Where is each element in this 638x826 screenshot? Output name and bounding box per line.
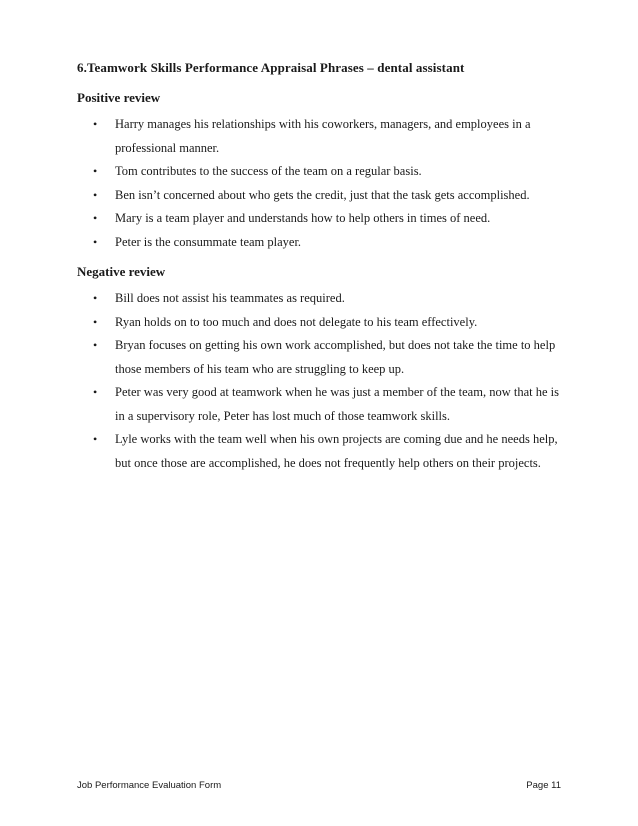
bullet-icon: • xyxy=(93,164,98,178)
list-item xyxy=(0,184,638,208)
list-item-text: Bryan focuses on getting his own work accomplished, but does not take the time to help those members of his team who are struggling to keep up. xyxy=(115,338,556,376)
negative-review-list xyxy=(0,287,638,475)
list-item-text: Bill does not assist his teammates as required. xyxy=(115,291,345,305)
list-item-text: Ryan holds on to too much and does not delegate to his team effectively. xyxy=(115,314,478,329)
list-item xyxy=(0,207,638,231)
list-item xyxy=(0,113,638,160)
list-item xyxy=(0,381,638,428)
positive-review-heading: Positive review xyxy=(77,90,161,105)
list-item-text: Ben isn’t concerned about who gets the credit, just that the task gets accomplished. xyxy=(115,187,530,202)
list-item-text: Lyle works with the team well when his own projects are coming due and he needs help, but once those are accomplished, he does not frequently help others on their projects. xyxy=(115,432,558,470)
document-title: 6.Teamwork Skills Performance Appraisal Phrases – dental assistant xyxy=(77,60,465,75)
list-item xyxy=(0,311,638,335)
footer-form-name: Job Performance Evaluation Form xyxy=(77,780,222,791)
bullet-icon: • xyxy=(93,432,98,446)
list-item xyxy=(0,334,638,381)
bullet-icon: • xyxy=(93,234,98,249)
list-item-text: Peter is the consummate team player. xyxy=(115,234,302,249)
bullet-icon: • xyxy=(93,291,98,305)
list-item xyxy=(0,160,638,184)
list-item xyxy=(0,287,638,311)
list-item-text: Peter was very good at teamwork when he was just a member of the team, now that he is in a supervisory role, Peter has lost much of those teamwork skills. xyxy=(115,385,559,423)
bullet-icon: • xyxy=(93,338,98,352)
list-item-text: Mary is a team player and understands how to help others in times of need. xyxy=(115,211,491,225)
list-item-text: Tom contributes to the success of the team on a regular basis. xyxy=(115,164,422,178)
list-item xyxy=(0,231,638,255)
bullet-icon: • xyxy=(93,117,98,131)
bullet-icon: • xyxy=(93,385,98,399)
bullet-icon: • xyxy=(93,211,98,225)
bullet-icon: • xyxy=(93,187,98,202)
bullet-icon: • xyxy=(93,314,98,329)
positive-review-list xyxy=(0,113,638,254)
footer-page-number: Page 11 xyxy=(526,780,561,791)
negative-review-heading: Negative review xyxy=(77,264,166,279)
list-item xyxy=(0,428,638,475)
list-item-text: Harry manages his relationships with his coworkers, managers, and employees in a professional manner. xyxy=(115,117,531,155)
